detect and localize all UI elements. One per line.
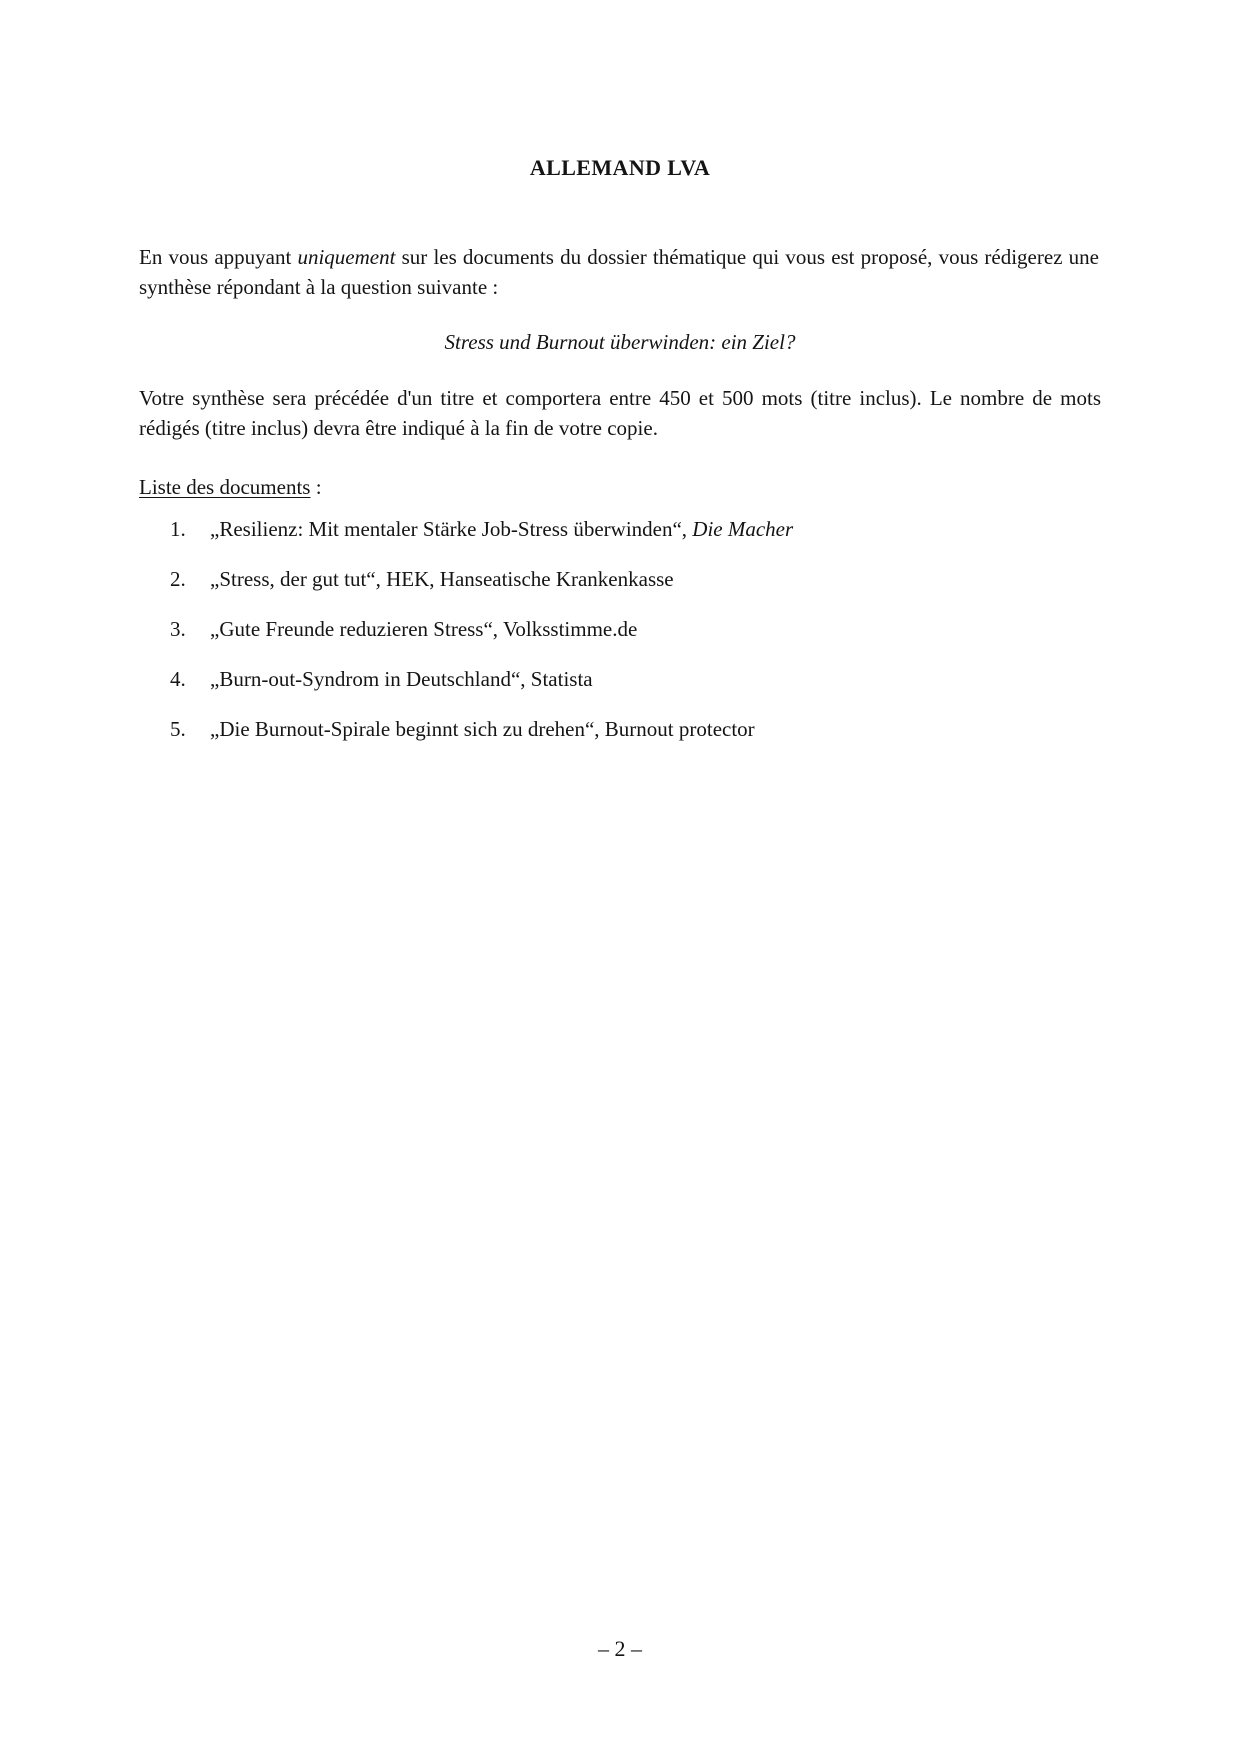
- list-item-number: 1.: [170, 517, 186, 541]
- list-item-source: Volksstimme.de: [502, 617, 638, 641]
- list-item-title: „Gute Freunde reduzieren Stress“,: [210, 617, 503, 641]
- list-item-number: 3.: [170, 617, 186, 641]
- list-item-number: 4.: [170, 667, 186, 691]
- synthesis-question: Stress und Burnout überwinden: ein Ziel?: [444, 330, 796, 354]
- instructions-paragraph: Votre synthèse sera précédée d'un titre et comportera entre 450 et 500 mots (titre inclus). Le nombre de mots rédigés (titre inclus) devra être indiqué à la fin de votre copie.: [139, 386, 1101, 440]
- intro-emphasis: uniquement: [297, 245, 396, 269]
- list-item: [170, 566, 793, 616]
- list-item: [170, 516, 793, 566]
- list-item: [170, 666, 793, 716]
- list-item-number: 2.: [170, 567, 186, 591]
- list-item-source: HEK, Hanseatische Krankenkasse: [386, 567, 674, 591]
- document-list-heading-label: Liste des documents: [139, 475, 311, 499]
- list-item-source: Statista: [530, 667, 593, 691]
- document-title: ALLEMAND LVA: [529, 155, 711, 180]
- list-item-title: „Die Burnout-Spirale beginnt sich zu drehen“,: [210, 717, 605, 741]
- list-item-source: Die Macher: [692, 517, 794, 541]
- list-item-title: „Burn-out-Syndrom in Deutschland“,: [210, 667, 531, 691]
- document-list: [170, 516, 793, 766]
- intro-text-end: sur les documents du dossier thématique qui vous est proposé, vous rédigerez une synthèse répondant à la question suivante :: [139, 245, 1099, 299]
- page-number: – 2 –: [598, 1636, 642, 1661]
- list-item-title: „Stress, der gut tut“,: [210, 567, 387, 591]
- list-item-source: Burnout protector: [604, 717, 755, 741]
- document-list-heading-colon: :: [310, 475, 322, 499]
- list-item: [170, 716, 793, 766]
- intro-text-start: En vous appuyant: [139, 245, 298, 269]
- list-item: [170, 616, 793, 666]
- list-item-number: 5.: [170, 717, 186, 741]
- intro-paragraph: [139, 242, 1099, 302]
- list-item-title: „Resilienz: Mit mentaler Stärke Job-Stress überwinden“,: [210, 517, 693, 541]
- document-list-heading: [139, 475, 322, 500]
